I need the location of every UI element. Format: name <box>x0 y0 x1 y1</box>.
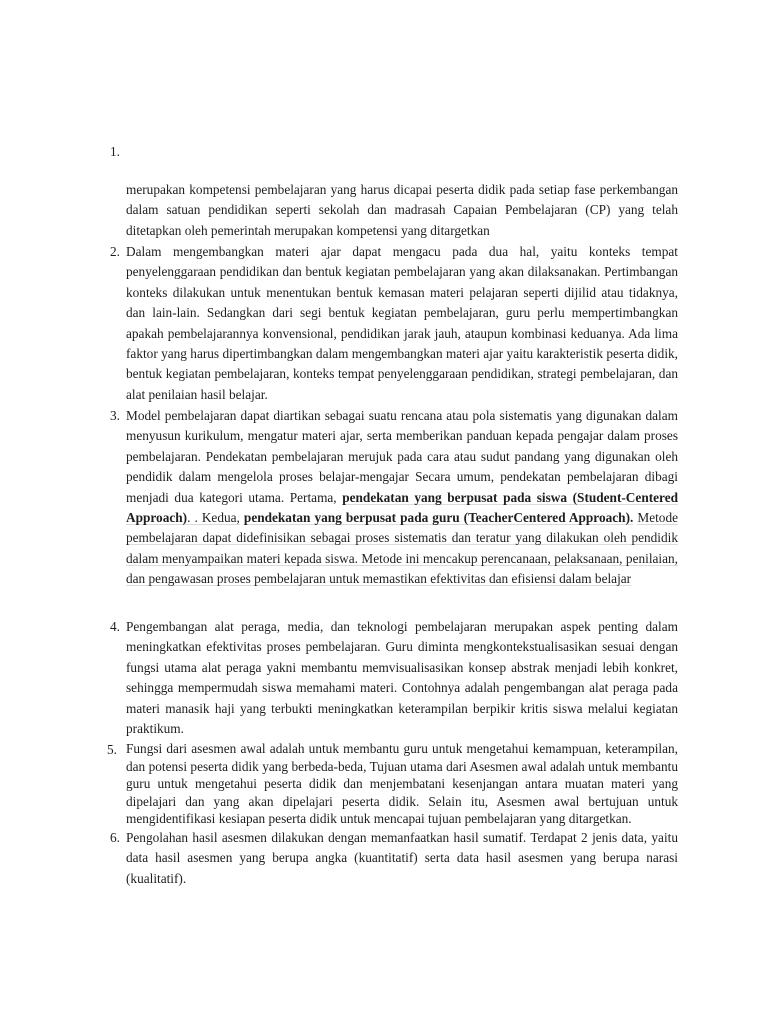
list-item-text <box>126 406 678 590</box>
list-number: 5. <box>107 742 117 757</box>
list-item-text: merupakan kompetensi pembelajaran yang harus dicapai peserta didik pada setiap fase perkembangan dalam satuan pendidikan seperti sekolah dan madrasah Capaian Pembelajaran (CP) yang telah ditetapkan oleh pemerintah merupakan kompetensi yang ditargetkan <box>126 182 678 238</box>
bold-phrase: pendekatan yang berpusat pada siswa (Student-Centered Approach) <box>126 489 678 526</box>
list-number: 2. <box>110 244 120 259</box>
list-number: 4. <box>110 619 120 634</box>
text-segment: Model pembelajaran dapat diartikan sebagai suatu rencana atau pola sistematis yang digunakan dalam menyusun kurikulum, mengatur materi ajar, serta memberikan panduan kepada pengajar dalam proses pembelajaran. Pendekatan pembelajaran merujuk pada cara atau sudut pandang yang digunakan oleh pendidik dalam mengelola proses belajar-mengajar Secara umum, pendekatan pembelajaran dibagi menjadi dua kategori utama. Pertama, <box>126 408 678 505</box>
list-item-text: Fungsi dari asesmen awal adalah untuk membantu guru untuk mengetahui kemampuan, keterampilan, dan potensi peserta didik yang berbeda-beda, Tujuan utama dari Asesmen awal adalah untuk membantu guru untuk mengetahui peserta didik dan menjembatani kesenjangan antara muatan materi yang dipelajari dan yang akan dipelajari peserta didik. Selain itu, Asesmen awal bertujuan untuk mengidentifikasi kesiapan peserta didik untuk mencapai tujuan pembelajaran yang ditargetkan. <box>126 741 678 827</box>
text-segment: . . Kedua, <box>187 510 240 526</box>
text-segment: Metode pembelajaran dapat didefinisikan sebagai proses sistematis dan teratur yang dilakukan oleh pendidik dalam menyampaikan materi kepada siswa. Metode ini mencakup perencanaan, pelaksanaan, penilaian, dan pengawasan proses pembelajaran untuk memastikan efektivitas dan efisiensi dalam belajar <box>126 510 679 587</box>
list-number: 3. <box>110 408 120 423</box>
list-number: 1. <box>110 144 120 159</box>
list-number: 6. <box>110 830 120 845</box>
list-item-text: Pengembangan alat peraga, media, dan teknologi pembelajaran merupakan aspek penting dalam meningkatkan efektivitas proses pembelajaran. Guru diminta mengkontekstualisasikan sesuai dengan fungsi utama alat peraga yakni membantu memvisualisasikan konsep abstrak menjadi lebih konkret, sehingga mempermudah siswa memahami materi. Contohnya adalah pengembangan alat peraga pada materi manasik haji yang terbukti meningkatkan keterampilan berpikir kritis siswa melalui kegiatan praktikum. <box>126 619 678 737</box>
list-item-text: Pengolahan hasil asesmen dilakukan dengan memanfaatkan hasil sumatif. Terdapat 2 jenis data, yaitu data hasil asesmen yang berupa angka (kuantitatif) serta data hasil asesmen yang berupa narasi (kualitatif). <box>126 830 678 886</box>
list-item-text: Dalam mengembangkan materi ajar dapat mengacu pada dua hal, yaitu konteks tempat penyelenggaraan pendidikan dan bentuk kegiatan pembelajaran yang akan dilaksanakan. Pertimbangan konteks dilakukan untuk menentukan bentuk kemasan materi pelajaran seperti dijilid atau tidaknya, dan lain-lain. Sedangkan dari segi bentuk kegiatan pembelajaran, guru perlu mempertimbangkan apakah pembelajarannya konvensional, pendidikan jarak jauh, ataupun kombinasi keduanya. Ada lima faktor yang harus dipertimbangkan dalam mengembangkan materi ajar yaitu karakteristik peserta didik, bentuk kegiatan pembelajaran, konteks tempat penyelenggaraan pendidikan, strategi pembelajaran, dan alat penilaian hasil belajar. <box>126 244 678 402</box>
bold-phrase: pendekatan yang berpusat pada guru (TeacherCentered Approach). <box>243 510 634 526</box>
